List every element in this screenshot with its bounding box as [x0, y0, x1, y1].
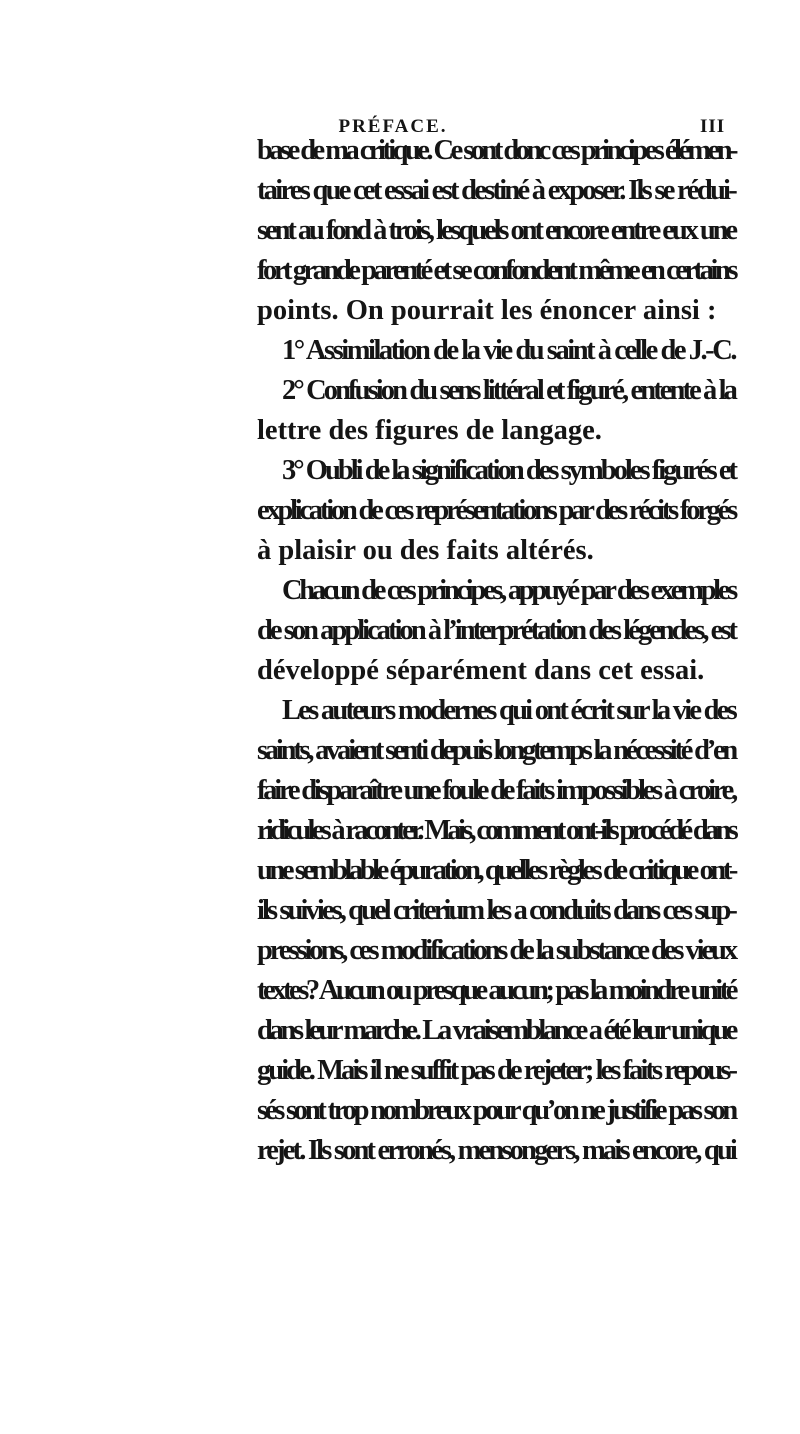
text-line: une semblable épuration, quelles règles de critique ont-	[257, 855, 735, 886]
text-line: de son application à l’interprétation des légendes, est	[257, 615, 735, 646]
text-line: textes? Aucun ou presque aucun; pas la moindre unité	[257, 975, 735, 1006]
list-item-2: 2° Confusion du sens littéral et figuré, entente à la	[282, 375, 735, 406]
text-line: ils suivies, quel criterium les a conduits dans ces sup-	[257, 895, 735, 926]
text-line: lettre des figures de langage.	[257, 415, 602, 446]
text-line: guide. Mais il ne suffit pas de rejeter; les faits repous-	[257, 1055, 735, 1086]
paragraph-start: Les auteurs modernes qui ont écrit sur la vie des	[282, 695, 735, 726]
text-line: sés sont trop nombreux pour qu’on ne justifie pas son	[257, 1095, 735, 1126]
text-line: faire disparaître une foule de faits impossibles à croire,	[257, 775, 735, 806]
text-line: rejet. Ils sont erronés, mensongers, mais encore, qui	[257, 1135, 735, 1166]
text-line: saints, avaient senti depuis longtemps la nécessité d’en	[257, 735, 735, 766]
running-header-title: PRÉFACE.	[338, 116, 448, 137]
text-line: base de ma critique. Ce sont donc ces principes élémen-	[257, 135, 735, 166]
list-item-3: 3° Oubli de la signification des symboles figurés et	[282, 455, 735, 486]
page-number: III	[700, 116, 726, 137]
text-line: explication de ces représentations par des récits forgés	[257, 495, 735, 526]
text-line: pressions, ces modifications de la substance des vieux	[257, 935, 735, 966]
text-line: à plaisir ou des faits altérés.	[257, 535, 594, 566]
text-line: points. On pourrait les énoncer ainsi :	[257, 295, 717, 326]
text-line: développé séparément dans cet essai.	[257, 655, 705, 686]
text-line: taires que cet essai est destiné à exposer. Ils se rédui-	[257, 175, 735, 206]
text-line: fort grande parenté et se confondent même en certains	[257, 255, 735, 286]
text-line: sent au fond à trois, lesquels ont encore entre eux une	[257, 215, 735, 246]
list-item-1: 1° Assimilation de la vie du saint à celle de J.-C.	[282, 335, 735, 366]
paragraph-start: Chacun de ces principes, appuyé par des exemples	[282, 575, 735, 606]
text-line: dans leur marche. La vraisemblance a été leur unique	[257, 1015, 735, 1046]
text-line: ridicules à raconter. Mais, comment ont-ils procédé dans	[257, 815, 735, 846]
